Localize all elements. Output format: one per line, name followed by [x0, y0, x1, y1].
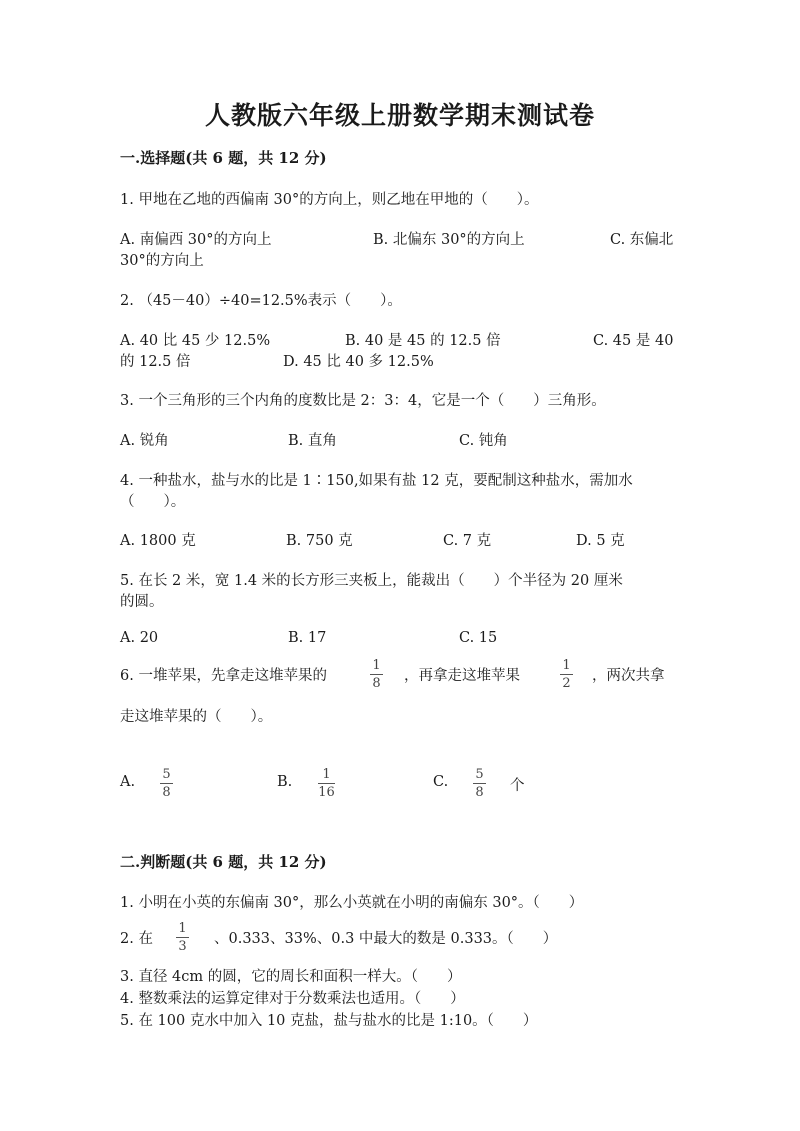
question-5-option-c: C. 15 [459, 630, 498, 646]
fraction-denominator: 8 [475, 785, 484, 800]
question-6-option-c-label: C. [433, 774, 449, 790]
question-4-option-a: A. 1800 克 [120, 533, 196, 549]
question-5-option-a: A. 20 [120, 630, 159, 646]
question-5-option-b: B. 17 [288, 630, 327, 646]
question-5-stem-cont: 的圆。 [120, 594, 164, 610]
fraction-denominator: 8 [162, 785, 171, 800]
question-3-option-a: A. 锐角 [120, 433, 169, 449]
question-4-stem: 4. 一种盐水，盐与水的比是 1∶150,如果有盐 12 克，要配制这种盐水，需加水 [120, 473, 633, 489]
section-heading-judgment: 二.判断题(共 6 题，共 12 分) [120, 853, 327, 871]
question-2-stem: 2. （45－40）÷40=12.5%表示（ ）。 [120, 293, 402, 309]
question-2-option-d: D. 45 比 40 多 12.5% [283, 354, 434, 370]
judgment-2-fraction [176, 921, 189, 954]
question-3-option-c: C. 钝角 [459, 433, 508, 449]
fraction-denominator: 2 [562, 676, 571, 691]
fraction-bar [560, 674, 573, 675]
question-2-option-a: A. 40 比 45 少 12.5% [120, 333, 271, 349]
fraction-bar [176, 937, 189, 938]
question-6-option-c-suffix: 个 [510, 778, 525, 794]
question-6-stem-part3: ，两次共拿 [592, 668, 665, 684]
page-title: 人教版六年级上册数学期末测试卷 [204, 101, 595, 130]
question-3-stem: 3. 一个三角形的三个内角的度数比是 2：3：4，它是一个（ ）三角形。 [120, 393, 606, 409]
judgment-2-prefix: 2. 在 [120, 931, 153, 947]
question-1-option-c-cont: 30°的方向上 [120, 253, 204, 269]
question-2-option-c: C. 45 是 40 [593, 333, 674, 349]
judgment-4: 4. 整数乘法的运算定律对于分数乘法也适用。（ ） [120, 991, 465, 1007]
question-4-option-d: D. 5 克 [576, 533, 625, 549]
question-1-option-b: B. 北偏东 30°的方向上 [373, 232, 525, 248]
fraction-numerator: 1 [562, 658, 571, 673]
question-6-fraction-1 [370, 658, 383, 691]
fraction-numerator: 1 [372, 658, 381, 673]
question-6-stem-part1: 6. 一堆苹果，先拿走这堆苹果的 [120, 668, 327, 684]
question-1-option-a: A. 南偏西 30°的方向上 [120, 232, 272, 248]
question-6-option-a-label: A. [120, 774, 136, 790]
fraction-bar [160, 783, 173, 784]
section-heading-choice: 一.选择题(共 6 题，共 12 分) [120, 149, 327, 167]
judgment-3: 3. 直径 4cm 的圆，它的周长和面积一样大。（ ） [120, 969, 462, 985]
question-5-stem: 5. 在长 2 米，宽 1.4 米的长方形三夹板上，能裁出（ ）个半径为 20 厘米 [120, 573, 623, 589]
question-3-option-b: B. 直角 [288, 433, 337, 449]
fraction-numerator: 5 [162, 767, 171, 782]
fraction-numerator: 5 [475, 767, 484, 782]
judgment-1: 1. 小明在小英的东偏南 30°，那么小英就在小明的南偏东 30°。（ ） [120, 895, 584, 911]
fraction-bar [318, 783, 335, 784]
fraction-denominator: 16 [318, 785, 335, 800]
question-2-option-c-cont: 的 12.5 倍 [120, 354, 191, 370]
question-6-option-a-fraction [160, 767, 173, 800]
question-4-stem-cont: （ ）。 [120, 494, 186, 510]
question-1-option-c: C. 东偏北 [610, 232, 674, 248]
question-6-option-b-label: B. [277, 774, 293, 790]
question-4-option-c: C. 7 克 [443, 533, 492, 549]
judgment-5: 5. 在 100 克水中加入 10 克盐，盐与盐水的比是 1:10。（ ） [120, 1013, 538, 1029]
question-2-option-b: B. 40 是 45 的 12.5 倍 [345, 333, 501, 349]
question-6-stem-part2: ，再拿走这堆苹果 [404, 668, 520, 684]
fraction-bar [370, 674, 383, 675]
fraction-numerator: 1 [178, 921, 187, 936]
question-6-option-b-fraction [318, 767, 335, 800]
fraction-denominator: 8 [372, 676, 381, 691]
question-1-stem: 1. 甲地在乙地的西偏南 30°的方向上，则乙地在甲地的（ ）。 [120, 192, 539, 208]
question-4-option-b: B. 750 克 [286, 533, 353, 549]
question-6-option-c-fraction [473, 767, 486, 800]
fraction-numerator: 1 [322, 767, 331, 782]
question-6-stem-cont: 走这堆苹果的（ ）。 [120, 709, 273, 725]
fraction-bar [473, 783, 486, 784]
fraction-denominator: 3 [178, 939, 187, 954]
question-6-fraction-2 [560, 658, 573, 691]
judgment-2-text: 、0.333、33%、0.3 中最大的数是 0.333。（ ） [214, 931, 558, 947]
